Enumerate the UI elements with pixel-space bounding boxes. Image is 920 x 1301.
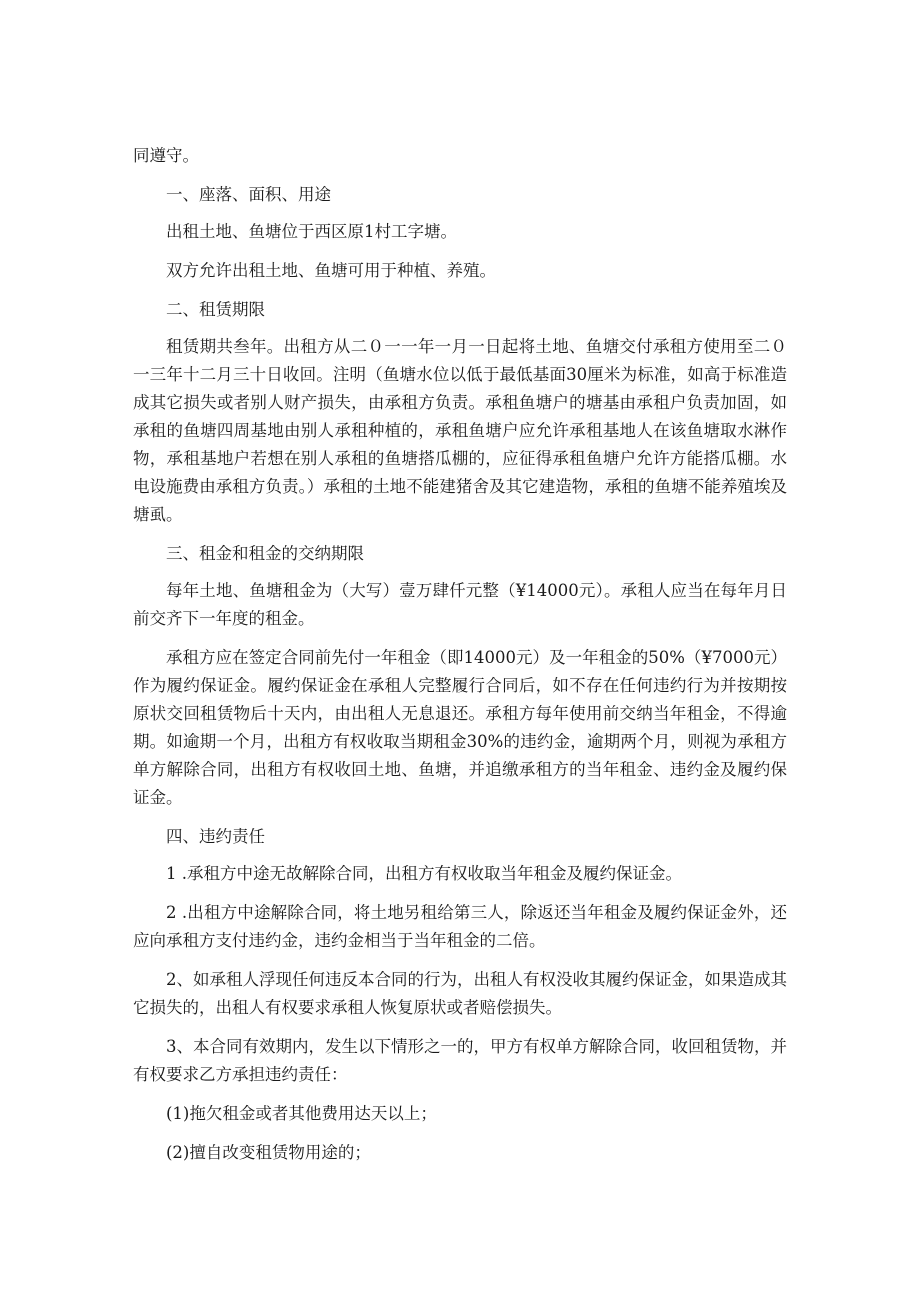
clause-item: 2 .出租方中途解除合同，将土地另租给第三人，除返还当年租金及履约保证金外，还应向承租方支付违约金，违约金相当于当年租金的二倍。 [133,903,787,950]
section-heading-term: 二、租赁期限 [166,300,265,319]
clause-item: 1 .承租方中途无故解除合同，出租方有权收取当年租金及履约保证金。 [166,864,682,883]
paragraph-location: 出租土地、鱼塘位于西区原1村工字塘。 [166,222,457,241]
section-heading-liability: 四、违约责任 [166,827,265,846]
section-heading-location: 一、座落、面积、用途 [166,185,331,204]
paragraph-term: 租赁期共叁年。出租方从二０一一年一月一日起将土地、鱼塘交付承租方使用至二０一三年十二月三十日收回。注明（鱼塘水位以低于最低基面30厘米为标准，如高于标准造成其它损失或者别人财产损失，由承租方负责。承租鱼塘户的塘基由承租户负责加固，如承租的鱼塘四周基地由别人承租种植的，承租鱼塘户应允许承租基地人在该鱼塘取水淋作物，承租基地户若想在别人承租的鱼塘搭瓜棚的，应征得承租鱼塘户允许方能搭瓜棚。水电设施费由承租方负责。）承租的土地不能建猪舍及其它建造物，承租的鱼塘不能养殖埃及塘虱。 [133,337,787,524]
paragraph-usage: 双方允许出租土地、鱼塘可用于种植、养殖。 [166,261,496,280]
paragraph-deposit: 承租方应在签定合同前先付一年租金（即14000元）及一年租金的50%（¥7000元）作为履约保证金。履约保证金在承租人完整履行合同后，如不存在任何违约行为并按期按原状交回租赁物后十天内，由出租人无息退还。承租方每年使用前交纳当年租金，不得逾期。如逾期一个月，出租方有权收取当期租金30%的违约金，逾期两个月，则视为承租方单方解除合同，出租方有权收回土地、鱼塘，并追缴承租方的当年租金、违约金及履约保证金。 [133,648,787,807]
paragraph-rent-amount: 每年土地、鱼塘租金为（大写）壹万肆仟元整（¥14000元）。承租人应当在每年月日前交齐下一年度的租金。 [133,581,787,628]
section-heading-rent: 三、租金和租金的交纳期限 [166,544,364,563]
sub-clause-item: (2)擅自改变租赁物用途的； [166,1143,371,1162]
clause-item: 2、如承租人浮现任何违反本合同的行为，出租人有权没收其履约保证金，如果造成其它损失的，出租人有权要求承租人恢复原状或者赔偿损失。 [133,970,787,1017]
paragraph-continuation: 同遵守。 [133,146,199,165]
sub-clause-item: (1)拖欠租金或者其他费用达天以上； [166,1104,437,1123]
document-body [133,142,787,1178]
clause-item: 3、本合同有效期内，发生以下情形之一的，甲方有权单方解除合同，收回租赁物，并有权要求乙方承担违约责任： [133,1037,787,1084]
